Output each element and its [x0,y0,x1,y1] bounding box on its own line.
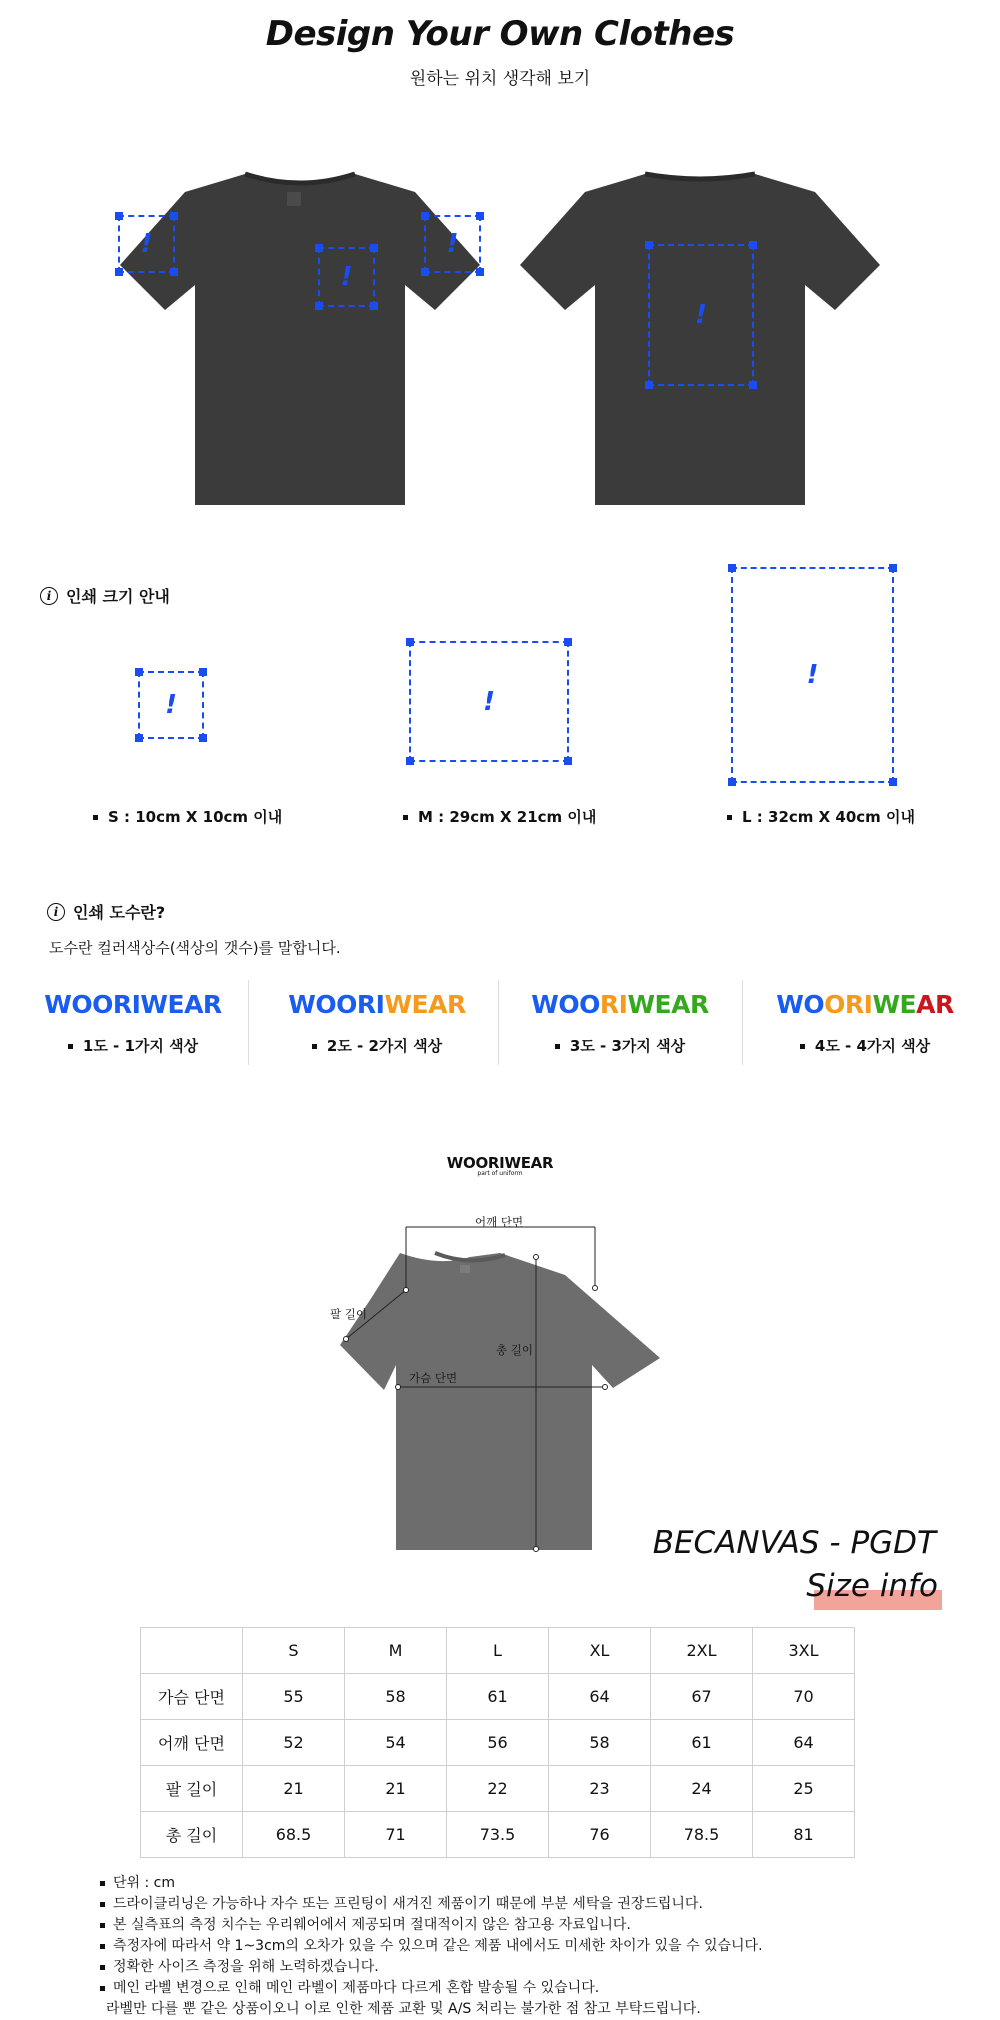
print-area-right-sleeve[interactable] [118,215,175,273]
print-color-heading-text: 인쇄 도수란? [73,903,166,922]
table-header-cell: S [243,1628,345,1674]
brand-tagline: part of uniform [477,1170,523,1177]
table-cell: 76 [549,1812,651,1858]
table-cell: 54 [345,1720,447,1766]
print-color-description: 도수란 컬러색상수(색상의 갯수)를 말합니다. [49,939,341,957]
exclamation-icon: ! [140,229,153,259]
table-cell: 56 [447,1720,549,1766]
table-header-cell: M [345,1628,447,1674]
note-item: 메인 라벨 변경으로 인해 메인 라벨이 제품마다 다르게 혼합 발송될 수 있습니다. [100,1978,763,1999]
label-shoulder: 어깨 단면 [475,1215,524,1229]
table-cell: 73.5 [447,1812,549,1858]
info-icon: i [40,587,58,605]
table-header-cell [141,1628,243,1674]
divider [498,980,499,1065]
exclamation-icon: ! [806,660,819,690]
table-cell: 64 [753,1720,855,1766]
table-cell: 58 [549,1720,651,1766]
logo-segment: O [824,990,845,1019]
logo-segment: AR [916,990,954,1019]
exclamation-icon: ! [446,229,459,259]
print-size-large-box [731,567,894,783]
label-total: 총 길이 [496,1343,533,1357]
wooriwear-logo-2 [277,990,477,1019]
color-count-caption-4: 4도 - 4가지 색상 [765,1035,965,1056]
print-area-left-sleeve[interactable] [424,215,481,273]
print-area-left-chest[interactable] [318,247,375,307]
table-header-cell: L [447,1628,549,1674]
note-item: 본 실측표의 측정 치수는 우리웨어에서 제공되며 절대적이지 않은 참고용 자료입니다. [100,1915,763,1936]
table-cell: 22 [447,1766,549,1812]
brand-logo [440,1154,560,1177]
print-size-heading [40,584,170,607]
size-table [140,1627,855,1858]
print-area-back[interactable] [648,244,754,386]
note-item: 드라이클리닝은 가능하나 자수 또는 프린팅이 새겨진 제품이기 때문에 부분 세탁을 권장드립니다. [100,1894,763,1915]
exclamation-icon: ! [165,690,177,720]
exclamation-icon: ! [483,686,495,717]
table-header-cell: 2XL [651,1628,753,1674]
table-cell: 78.5 [651,1812,753,1858]
table-row [141,1766,855,1812]
print-size-heading-text: 인쇄 크기 안내 [66,587,170,606]
table-cell: 24 [651,1766,753,1812]
table-cell: 64 [549,1674,651,1720]
color-count-caption-1: 1도 - 1가지 색상 [33,1035,233,1056]
print-size-caption-m: M : 29cm X 21cm 이내 [403,806,596,827]
label-chest: 가슴 단면 [409,1371,458,1385]
exclamation-icon: ! [340,262,353,292]
table-header-cell: XL [549,1628,651,1674]
print-size-caption-s: S : 10cm X 10cm 이내 [93,806,282,827]
logo-segment: WOORIWEAR [44,990,222,1019]
brand-name: WOORIWEAR [446,1154,554,1172]
wooriwear-logo-4 [765,990,965,1019]
exclamation-icon: ! [695,300,707,330]
print-color-heading [47,900,165,923]
table-cell: 68.5 [243,1812,345,1858]
page-title: Design Your Own Clothes [265,14,735,54]
print-size-small-box [138,671,204,739]
table-header-row [141,1628,855,1674]
logo-segment: WEAR [627,990,709,1019]
table-cell: 21 [345,1766,447,1812]
table-cell: 71 [345,1812,447,1858]
divider [742,980,743,1065]
wooriwear-logo-3 [520,990,720,1019]
label-sleeve: 팔 길이 [330,1307,367,1321]
measurement-diagram [330,1215,675,1560]
table-cell: 70 [753,1674,855,1720]
table-cell: 61 [447,1674,549,1720]
logo-segment: WOO [531,990,600,1019]
row-label-cell: 총 길이 [141,1812,243,1858]
note-item: 정확한 사이즈 측정을 위해 노력하겠습니다. [100,1957,763,1978]
logo-segment: RI [599,990,628,1019]
table-cell: 23 [549,1766,651,1812]
product-name: BECANVAS - PGDT [652,1525,936,1561]
print-size-caption-l: L : 32cm X 40cm 이내 [727,806,915,827]
divider [248,980,249,1065]
logo-segment: WEAR [384,990,466,1019]
table-cell: 21 [243,1766,345,1812]
logo-segment: WOORI [288,990,385,1019]
logo-segment: WO [776,990,825,1019]
note-item: 측정자에 따라서 약 1~3cm의 오차가 있을 수 있으며 같은 제품 내에서도 미세한 차이가 있을 수 있습니다. [100,1936,763,1957]
table-row [141,1812,855,1858]
print-size-medium-box [409,641,569,762]
table-header-cell: 3XL [753,1628,855,1674]
info-icon: i [47,903,65,921]
row-label-cell: 팔 길이 [141,1766,243,1812]
notes-list [100,1873,763,2020]
note-item: 단위 : cm [100,1873,763,1894]
table-row [141,1720,855,1766]
note-item: 라벨만 다를 뿐 같은 상품이오니 이로 인한 제품 교환 및 A/S 처리는 불가한 점 참고 부탁드립니다. [106,2001,701,2017]
row-label-cell: 가슴 단면 [141,1674,243,1720]
table-cell: 52 [243,1720,345,1766]
table-cell: 58 [345,1674,447,1720]
wooriwear-logo-1 [33,990,233,1019]
logo-segment: RI [844,990,873,1019]
color-count-caption-2: 2도 - 2가지 색상 [277,1035,477,1056]
color-count-caption-3: 3도 - 3가지 색상 [520,1035,720,1056]
size-info-label: Size info [806,1568,938,1604]
row-label-cell: 어깨 단면 [141,1720,243,1766]
page-subtitle: 원하는 위치 생각해 보기 [409,69,591,89]
table-cell: 25 [753,1766,855,1812]
table-cell: 55 [243,1674,345,1720]
table-cell: 61 [651,1720,753,1766]
table-row [141,1674,855,1720]
logo-segment: WE [872,990,917,1019]
table-cell: 81 [753,1812,855,1858]
table-cell: 67 [651,1674,753,1720]
